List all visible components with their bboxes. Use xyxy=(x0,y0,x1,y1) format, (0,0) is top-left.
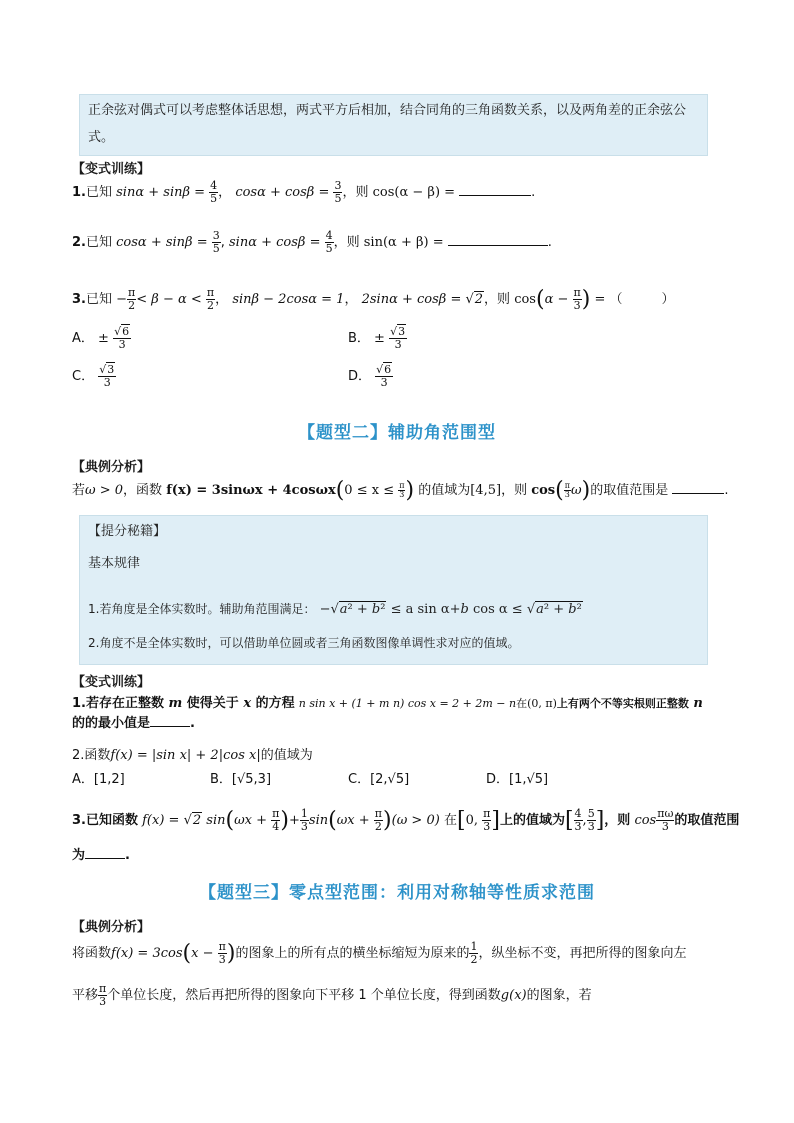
option-c: C． $\frac{√3}{3}$ xyxy=(72,363,115,389)
option-a: A． ± $\frac{√6}{3}$ xyxy=(72,325,130,351)
question-2: 2.已知 cosα + sinβ = $\frac{3}{5}$ , sinα + cosβ = $\frac{4}{5}$ ，则 sin(α + β) = . xyxy=(72,229,552,255)
question-3: 3.已知 − $\frac{\pi}{2}$ < β − α < $\frac{\pi}{2}$ ， sinβ − 2cosα = 1， 2sinα + cosβ = √2，则 cos(α − $\frac{\pi}{3}$ ) = （ ） xyxy=(72,286,675,312)
variant-question-2: 2.函数f(x) = |sin x| + 2|cos x|的值域为 xyxy=(72,748,313,763)
tips-rule-1: 1.若角度是全体实数时。辅助角范围满足： −√a² + b² ≤ a sin α+b cos α ≤ √a² + b² xyxy=(88,602,582,617)
variant-2-option-b: B．[√5,3] xyxy=(210,772,272,787)
section-heading-2: 【题型二】辅助角范围型 xyxy=(298,423,496,443)
example-2: 若ω > 0，函数 f(x) = 3sinωx + 4cosωx(0 ≤ x ≤ $\frac{\pi}{3}$ ) 的值域为[4,5]，则 cos( $\frac{\pi}{3}$ ω)的取值范围是 . xyxy=(72,478,729,503)
tips-subtitle: 基本规律 xyxy=(88,556,141,571)
variant-question-1: 1.若存在正整数 m 使得关于 x 的方程 n sin x + (1 + m n) cos x = 2 + 2m − n在(0, π)上有两个不等实根则正整数 n xyxy=(72,696,703,711)
section-heading-3: 【题型三】零点型范围：利用对称轴等性质求范围 xyxy=(199,883,595,903)
variant-2-option-a: A．[1,2] xyxy=(72,772,125,787)
option-b: B． ± $\frac{√3}{3}$ xyxy=(348,325,406,351)
example-3-line-1: 将函数f(x) = 3cos(x − $\frac{\pi}{3}$ )的图象上的所有点的横坐标缩短为原来的 $\frac{1}{2}$ ，纵坐标不变，再把所得的图象向左 xyxy=(72,940,687,966)
variant-2-option-d: D．[1,√5] xyxy=(486,772,549,787)
section-label-example-3: 【典例分析】 xyxy=(72,920,151,935)
variant-2-option-c: C．[2,√5] xyxy=(348,772,410,787)
section-label-variant-2: 【变式训练】 xyxy=(72,675,151,690)
variant-question-3-line-2: 为 . xyxy=(72,848,130,863)
hint-text: 正余弦对偶式可以考虑整体话思想，两式平方后相加，结合同角的三角函数关系，以及两角差的正余弦公式。 xyxy=(88,103,687,145)
option-d: D． $\frac{√6}{3}$ xyxy=(348,363,392,389)
hint-box xyxy=(79,94,708,156)
tips-box xyxy=(79,515,708,665)
example-3-line-2: 平移 $\frac{\pi}{3}$ 个单位长度，然后再把所得的图象向下平移 1 个单位长度，得到函数g(x)的图象，若 xyxy=(72,982,592,1008)
question-1: 1.已知 sinα + sinβ = $\frac{4}{5}$ ， cosα + cosβ = $\frac{3}{5}$ ，则 cos(α − β) = . xyxy=(72,179,536,205)
tips-title: 【提分秘籍】 xyxy=(88,524,167,539)
section-label-variant: 【变式训练】 xyxy=(72,162,151,177)
variant-question-3: 3.已知函数 f(x) = √2 sin(ωx + $\frac{\pi}{4}$ )+ $\frac{1}{3}$ sin(ωx + $\frac{\pi}{2}$ )(ω > 0) 在[0, $\frac{\pi}{3}$ ]上的值域为[ $\frac{4}{3}$ , $\frac{5}{3}$ ]，则 cos $\frac{\pi\omega}{3}$ 的取值范围 xyxy=(72,807,740,833)
variant-question-1-line-2: 的的最小值是 . xyxy=(72,716,195,731)
section-label-example: 【典例分析】 xyxy=(72,460,151,475)
tips-rule-2: 2.角度不是全体实数时，可以借助单位圆或者三角函数图像单调性求对应的值域。 xyxy=(88,636,520,650)
